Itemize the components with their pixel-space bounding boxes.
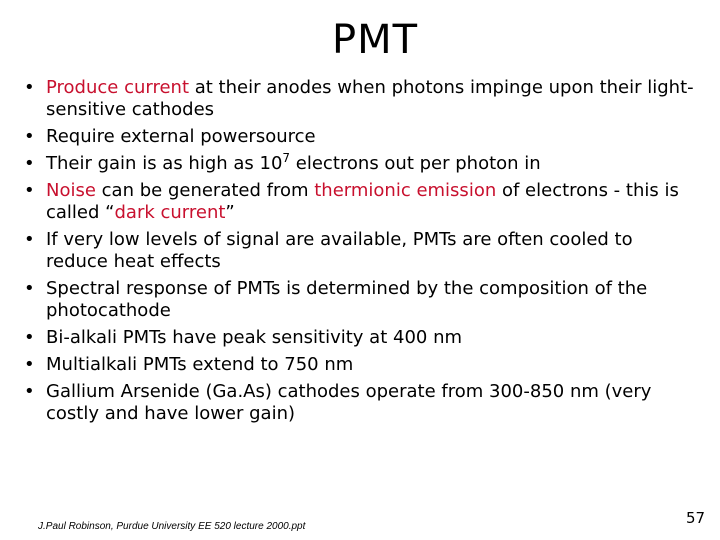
slide-footer: J.Paul Robinson, Purdue University EE 520 lecture 2000.ppt <box>38 521 306 532</box>
bullet-item <box>20 354 700 376</box>
bullet-text: Bi-alkali PMTs have peak sensitivity at 400 nm <box>46 327 463 348</box>
bullet-marker-icon: • <box>24 229 35 250</box>
bullet-item <box>20 126 700 148</box>
bullet-text: Noise <box>46 180 96 201</box>
bullet-item <box>20 229 700 273</box>
bullet-list <box>20 77 700 430</box>
bullet-item <box>20 153 700 175</box>
bullet-text: Spectral response of PMTs is determined by the composition of the photocathode <box>46 278 648 321</box>
bullet-text: Produce current <box>46 77 190 98</box>
bullet-marker-icon: • <box>24 278 35 299</box>
bullet-text: can be generated from <box>95 180 315 201</box>
page-number: 57 <box>686 509 706 527</box>
bullet-marker-icon: • <box>24 126 35 147</box>
bullet-item <box>20 381 700 425</box>
bullet-text: ” <box>225 202 235 223</box>
bullet-item <box>20 327 700 349</box>
bullet-marker-icon: • <box>24 327 35 348</box>
bullet-text: Multialkali PMTs extend to 750 nm <box>46 354 354 375</box>
bullet-marker-icon: • <box>24 354 35 375</box>
bullet-marker-icon: • <box>24 381 35 402</box>
bullet-marker-icon: • <box>24 180 35 201</box>
bullet-text: Their gain is as high as 10 <box>46 153 283 174</box>
bullet-text: If very low levels of signal are available, PMTs are often cooled to reduce heat effects <box>46 229 633 272</box>
bullet-marker-icon: • <box>24 77 35 98</box>
bullet-marker-icon: • <box>24 153 35 174</box>
bullet-text: at their anodes when photons impinge upon their light-sensitive cathodes <box>46 77 694 120</box>
superscript-text: 7 <box>282 151 291 165</box>
bullet-text: dark current <box>114 202 226 223</box>
bullet-text: thermionic emission <box>314 180 497 201</box>
bullet-item <box>20 77 700 121</box>
bullet-item <box>20 278 700 322</box>
bullet-item <box>20 180 700 224</box>
bullet-text: Require external powersource <box>46 126 316 147</box>
bullet-text: of electrons - this is called “ <box>46 180 679 223</box>
bullet-text: Gallium Arsenide (Ga.As) cathodes operate from 300-850 nm (very costly and have lower gain) <box>46 381 652 424</box>
bullet-text: electrons out per photon in <box>290 153 541 174</box>
slide-title: PMT <box>331 17 419 63</box>
